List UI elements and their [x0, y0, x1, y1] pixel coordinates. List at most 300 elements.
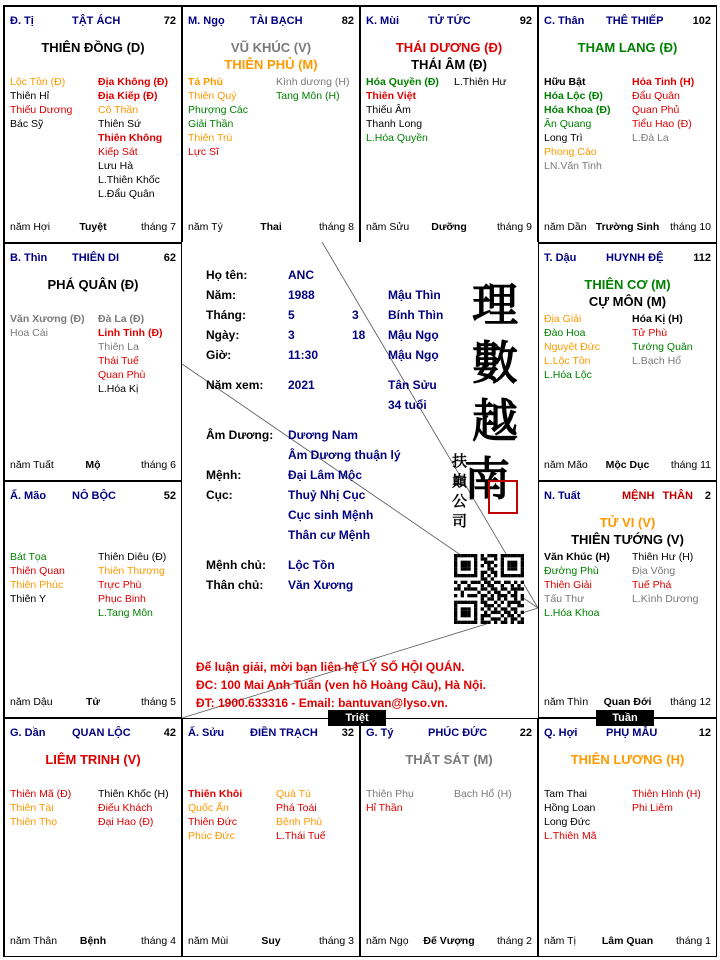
seal-character: 公 [452, 492, 468, 510]
palace-cell-ty[interactable] [4, 6, 182, 243]
minor-star: Địa Không (Đ) [98, 76, 168, 88]
minor-star: Phong Cáo [544, 146, 597, 158]
palace-cell-ngo[interactable] [182, 6, 360, 243]
minor-star-column-left [10, 312, 96, 340]
palace-footer [188, 935, 354, 948]
year-can-chi: Mậu Thìn [388, 288, 441, 302]
palace-life-phase: Lâm Quan [601, 935, 654, 947]
minor-star: Bác Sỹ [10, 118, 44, 130]
palace-cell-than[interactable] [538, 6, 717, 243]
view-year-label: Năm xem: [206, 378, 264, 392]
minor-star: Điếu Khách [98, 802, 153, 814]
minor-star-column-right [98, 312, 182, 396]
major-stars [361, 751, 537, 768]
palace-header [10, 727, 176, 741]
minor-star-column-right [98, 550, 182, 620]
cuc-label: Cục: [206, 488, 233, 502]
minor-star-column-left [544, 75, 630, 173]
palace-month: tháng 7 [140, 221, 176, 233]
palace-year: năm Ngọ [366, 935, 409, 947]
view-year-can-chi: Tân Sửu [388, 378, 437, 392]
palace-name: THIÊN DI [72, 252, 120, 264]
month-value: 5 [288, 308, 295, 322]
palace-footer [544, 459, 711, 472]
year-value: 1988 [288, 288, 315, 302]
palace-branch: Ấ. Sửu [188, 727, 225, 739]
than-chu-value: Văn Xương [288, 578, 354, 592]
minor-star: Linh Tinh (Đ) [98, 327, 163, 339]
palace-name: NÔ BỘC [72, 490, 116, 502]
palace-footer [366, 221, 532, 234]
minor-star: Thiên Không [98, 132, 163, 144]
minor-star: Tuế Phá [632, 579, 672, 591]
minor-star: Thiếu Dương [10, 104, 73, 116]
major-star: THÁI DƯƠNG (Đ) [395, 40, 503, 55]
palace-branch: Đ. Tị [10, 15, 34, 27]
palace-cell-mao[interactable] [4, 481, 182, 718]
minor-star-column-left [366, 75, 452, 145]
palace-header [10, 490, 176, 504]
minor-star: Bệnh Phù [276, 816, 323, 828]
minor-star: Lực Sĩ [188, 146, 219, 158]
menh-value: Đại Lâm Mộc [288, 468, 363, 482]
palace-cell-suu[interactable] [182, 718, 360, 957]
minor-star: L.Thiên Khốc [98, 174, 160, 186]
palace-cell-mui[interactable] [360, 6, 538, 243]
major-star: THIÊN PHỦ (M) [224, 57, 318, 72]
major-stars [361, 39, 537, 73]
palace-footer [366, 935, 532, 948]
minor-star: L.Hóa Kị [98, 383, 139, 395]
palace-life-phase: Quan Đới [603, 696, 652, 708]
palace-name: TỬ TỨC [428, 15, 471, 27]
palace-year: năm Tý [188, 221, 223, 233]
palace-name: TÀI BẠCH [250, 15, 303, 27]
palace-month: tháng 8 [318, 221, 354, 233]
minor-star: Phục Binh [98, 593, 146, 605]
month-can-chi: Bính Thìn [388, 308, 444, 322]
palace-year: năm Mùi [188, 935, 229, 947]
minor-star-column-right [276, 787, 360, 843]
major-star: TỬ VI (V) [599, 515, 656, 530]
minor-star: Quan Phù [98, 369, 146, 381]
minor-star: Địa Kiếp (Đ) [98, 90, 158, 102]
palace-life-phase: Thai [260, 221, 282, 233]
minor-star-column-right [454, 75, 538, 89]
minor-star: Hồng Loan [544, 802, 596, 814]
minor-star: Bạch Hổ (H) [454, 788, 512, 800]
hour-value: 11:30 [288, 348, 319, 362]
major-star: PHÁ QUÂN (Đ) [47, 277, 139, 292]
day-lunar: 18 [352, 328, 366, 342]
minor-star: Tam Thai [544, 788, 587, 800]
minor-star-column-right [276, 75, 360, 103]
palace-header [10, 15, 176, 29]
minor-star: Tiểu Hao (Đ) [632, 118, 692, 130]
palace-name: HUYNH ĐỆ [606, 252, 664, 264]
than-chu-label: Thân chủ: [206, 578, 264, 592]
palace-dai-han-number: 112 [693, 252, 711, 264]
minor-star: Thiên Khốc (H) [98, 788, 169, 800]
minor-star: Thiên Trù [188, 132, 233, 144]
palace-month: tháng 10 [670, 221, 711, 233]
minor-star: Thiên Thương [98, 565, 165, 577]
minor-star-column-left [544, 312, 630, 382]
palace-year: năm Dần [544, 221, 587, 233]
minor-star-column-left [544, 550, 630, 620]
minor-star: Thiên Thọ [10, 816, 58, 828]
minor-star: Tả Phù [188, 76, 224, 88]
major-star: VŨ KHÚC (V) [230, 40, 312, 55]
minor-star: Hỉ Thần [366, 802, 403, 814]
minor-star: Phi Liêm [632, 802, 673, 814]
palace-footer [188, 221, 354, 234]
minor-star: Văn Xương (Đ) [10, 313, 85, 325]
palace-cell-tuat[interactable] [538, 481, 717, 718]
palace-life-phase: Tử [85, 696, 101, 708]
major-stars [5, 39, 181, 56]
minor-star: Văn Khúc (H) [544, 551, 610, 563]
name-label: Họ tên: [206, 268, 248, 282]
minor-star-column-left [188, 75, 274, 159]
qr-code-icon[interactable] [454, 554, 524, 624]
minor-star: Thiên Hình (H) [632, 788, 701, 800]
palace-month: tháng 2 [496, 935, 532, 947]
minor-star: Hóa Khoa (Đ) [544, 104, 611, 116]
palace-header [544, 252, 711, 266]
palace-life-phase: Tuyệt [79, 221, 107, 233]
palace-header [188, 727, 354, 741]
palace-dai-han-number: 22 [519, 727, 532, 739]
minor-star: Quả Tú [276, 788, 311, 800]
major-star: THÁI ÂM (Đ) [411, 57, 487, 72]
minor-star-column-right [632, 550, 717, 606]
palace-branch: Q. Hợi [544, 727, 578, 739]
palace-month: tháng 5 [140, 696, 176, 708]
minor-star: Hữu Bật [544, 76, 586, 88]
palace-footer [544, 696, 711, 709]
palace-month: tháng 11 [670, 459, 711, 471]
minor-star-column-right [98, 787, 182, 829]
minor-star: Phúc Đức [188, 830, 235, 842]
minor-star: Đào Hoa [544, 327, 586, 339]
hour-can-chi: Mậu Ngọ [388, 348, 439, 362]
minor-star: Thiên Hỉ [10, 90, 50, 102]
minor-star: L.Hóa Quyền [366, 132, 428, 144]
contact-contact1: Để luận giải, mời bạn liên hệ LÝ SỐ HỘI QUÁN. [196, 660, 465, 674]
logo-character: 越 [472, 394, 518, 448]
seal-character: 扶 [452, 452, 468, 470]
minor-star: Lộc Tồn (Đ) [10, 76, 66, 88]
minor-star: Tướng Quân [632, 341, 693, 353]
minor-star: L.Hóa Khoa [544, 607, 600, 619]
minor-star: L.Đà La [632, 132, 669, 144]
palace-footer [544, 221, 711, 234]
palace-dai-han-number: 92 [519, 15, 532, 27]
menh-label: Mệnh: [206, 468, 242, 482]
palace-cell-dan[interactable] [4, 718, 182, 957]
palace-header [544, 490, 711, 504]
seal-character: 司 [452, 512, 468, 530]
palace-cell-ti[interactable] [360, 718, 538, 957]
palace-dai-han-number: 82 [341, 15, 354, 27]
minor-star: Thiên Khôi [188, 788, 243, 800]
palace-branch: G. Tý [366, 727, 394, 739]
palace-year: năm Mão [544, 459, 588, 471]
minor-star-column-left [366, 787, 452, 815]
minor-star: L.Bạch Hổ [632, 355, 682, 367]
palace-name: PHỤ MẪU [606, 727, 658, 739]
palace-dai-han-number: 2 [704, 490, 711, 502]
palace-dai-han-number: 12 [698, 727, 711, 739]
palace-footer [544, 935, 711, 948]
major-stars [539, 751, 716, 768]
contact-contact2: ĐC: 100 Mai Anh Tuấn (ven hồ Hoàng Cầu), Hà Nội. [196, 678, 487, 692]
minor-star: Địa Giải [544, 313, 582, 325]
minor-star: Cô Thần [98, 104, 139, 116]
major-stars [5, 276, 181, 293]
palace-branch: M. Ngọ [188, 15, 225, 27]
minor-star: Thiên Việt [366, 90, 416, 102]
major-star: THAM LANG (Đ) [577, 40, 678, 55]
minor-star: L.Hóa Lộc [544, 369, 592, 381]
minor-star: Thiên Đức [188, 816, 238, 828]
palace-month: tháng 9 [496, 221, 532, 233]
palace-name: MỆNH [622, 490, 655, 502]
palace-header [366, 727, 532, 741]
minor-star: Lưu Hà [98, 160, 134, 172]
palace-month: tháng 6 [140, 459, 176, 471]
palace-dai-han-number: 32 [341, 727, 354, 739]
minor-star: L.Tang Môn [98, 607, 153, 619]
palace-dai-han-number: 52 [163, 490, 176, 502]
minor-star: L.Lộc Tồn [544, 355, 591, 367]
palace-name: PHÚC ĐỨC [428, 727, 488, 739]
palace-life-phase: Trường Sinh [595, 221, 660, 233]
palace-cell-dau[interactable] [538, 243, 717, 481]
minor-star: Long Trì [544, 132, 583, 144]
palace-branch: N. Tuất [544, 490, 581, 502]
minor-star: Hoa Cái [10, 327, 48, 339]
palace-dai-han-number: 42 [163, 727, 176, 739]
palace-name: QUAN LỘC [72, 727, 131, 739]
day-can-chi: Mậu Ngọ [388, 328, 439, 342]
minor-star-column-left [544, 787, 630, 843]
logo-character: 理 [472, 278, 518, 332]
palace-footer [10, 221, 176, 234]
minor-star: Thiên Quan [10, 565, 65, 577]
palace-name: THÊ THIẾP [606, 15, 664, 27]
palace-year: năm Hợi [10, 221, 51, 233]
minor-star: Thái Tuế [98, 355, 139, 367]
minor-star: Ân Quang [544, 118, 592, 130]
minor-star: L.Đẩu Quân [98, 188, 155, 200]
major-stars [539, 39, 716, 56]
minor-star: Thiên Phúc [10, 579, 64, 591]
palace-life-phase: Đế Vượng [423, 935, 475, 947]
palace-branch: B. Thìn [10, 252, 48, 264]
astrology-chart-board [3, 5, 717, 957]
minor-star-column-right [632, 75, 717, 145]
minor-star: Thanh Long [366, 118, 423, 130]
seal-character: 巔 [452, 472, 468, 490]
minor-star: Đại Hao (Đ) [98, 816, 154, 828]
minor-star: Phá Toái [276, 802, 317, 814]
than-position: Thân cư Mệnh [288, 528, 371, 542]
minor-star: Thiên Hư (H) [632, 551, 694, 563]
minor-star: Thiên Tài [10, 802, 54, 814]
minor-star-column-right [98, 75, 182, 201]
palace-dai-han-number: 72 [163, 15, 176, 27]
minor-star: Hỏa Tinh (H) [632, 76, 695, 88]
minor-star: Tấu Thư [544, 593, 585, 605]
major-star: LIÊM TRINH (V) [45, 752, 141, 767]
am-duong-value: Dương Nam [288, 428, 358, 442]
palace-header [366, 15, 532, 29]
month-label: Tháng: [206, 308, 246, 322]
palace-life-phase: Mộc Dục [605, 459, 650, 471]
palace-year: năm Dậu [10, 696, 53, 708]
minor-star: Tử Phù [632, 327, 668, 339]
major-star: CỰ MÔN (M) [588, 294, 667, 309]
palace-branch: C. Thân [544, 15, 585, 27]
minor-star: Phượng Các [188, 104, 249, 116]
major-stars [183, 39, 359, 73]
palace-dai-han-number: 102 [692, 15, 711, 27]
contact-contact3: ĐT: 1900.633316 - Email: bantuvan@lyso.vn. [196, 696, 448, 710]
age-value: 34 tuổi [388, 398, 427, 412]
palace-year: năm Thìn [544, 696, 589, 708]
minor-star: Đẩu Quân [632, 90, 680, 102]
minor-star: Đường Phù [544, 565, 599, 577]
major-stars [5, 751, 181, 768]
minor-star: Long Đức [544, 816, 591, 828]
palace-month: tháng 12 [670, 696, 711, 708]
minor-star: Hóa Lộc (Đ) [544, 90, 603, 102]
minor-star: L.Thái Tuế [276, 830, 326, 842]
minor-star-column-right [454, 787, 538, 801]
palace-branch: T. Dậu [544, 252, 577, 264]
palace-life-phase: Suy [261, 935, 281, 947]
minor-star: LN.Văn Tinh [544, 160, 602, 172]
major-star: THIÊN LƯƠNG (H) [570, 752, 685, 767]
palace-year: năm Sửu [366, 221, 410, 233]
day-value: 3 [288, 328, 295, 342]
palace-name: TẬT ÁCH [72, 15, 121, 27]
palace-branch: Ấ. Mão [10, 490, 47, 502]
center-info-panel [182, 242, 538, 718]
minor-star-column-left [10, 75, 96, 131]
palace-year: năm Tị [544, 935, 576, 947]
red-stamp-icon [488, 480, 518, 514]
minor-star: Tang Môn (H) [276, 90, 340, 102]
palace-year: năm Tuất [10, 459, 54, 471]
palace-year: năm Thân [10, 935, 58, 947]
minor-star-column-right [632, 312, 717, 368]
minor-star: Nguyệt Đức [544, 341, 601, 353]
palace-footer [10, 459, 176, 472]
palace-life-phase: Mộ [85, 459, 101, 471]
menh-chu-label: Mệnh chủ: [206, 558, 266, 572]
major-star: THIÊN ĐỒNG (D) [41, 40, 145, 55]
minor-star: Thiên Quý [188, 90, 237, 102]
palace-branch: G. Dần [10, 727, 46, 739]
major-stars [539, 276, 716, 310]
minor-star: L.Thiên Mã [544, 830, 597, 842]
palace-header [544, 727, 711, 741]
palace-name: ĐIỀN TRẠCH [250, 727, 318, 739]
month-lunar: 3 [352, 308, 359, 322]
major-stars [539, 514, 716, 548]
minor-star: Trực Phù [98, 579, 142, 591]
day-label: Ngày: [206, 328, 240, 342]
palace-cell-hoi[interactable] [538, 718, 717, 957]
palace-header [10, 252, 176, 266]
minor-star: Thiên La [98, 341, 139, 353]
palace-header [188, 15, 354, 29]
minor-star-column-left [10, 787, 96, 829]
palace-header [544, 15, 711, 29]
minor-star: Thiên Mã (Đ) [10, 788, 72, 800]
minor-star: Giải Thần [188, 118, 234, 130]
palace-month: tháng 4 [140, 935, 176, 947]
palace-month: tháng 3 [318, 935, 354, 947]
minor-star: Thiếu Âm [366, 104, 411, 116]
minor-star: Hóa Kị (H) [632, 313, 683, 325]
hour-label: Giờ: [206, 348, 232, 362]
minor-star: Thiên Giải [544, 579, 592, 591]
minor-star: Thiên Sứ [98, 118, 142, 130]
minor-star-column-right [632, 787, 717, 815]
tuan-badge: Tuần [596, 710, 654, 726]
minor-star: Bát Tọa [10, 551, 47, 563]
minor-star: Kình dương (H) [276, 76, 350, 88]
minor-star: Quốc Ấn [188, 802, 229, 814]
am-duong-note: Âm Dương thuận lý [288, 448, 401, 462]
minor-star: Quan Phủ [632, 104, 680, 116]
logo-character: 數 [472, 336, 518, 390]
triet-badge: Triệt [328, 710, 386, 726]
minor-star: L.Thiên Hư [454, 76, 507, 88]
minor-star-column-left [10, 550, 96, 606]
palace-footer [10, 696, 176, 709]
minor-star: Địa Võng [632, 565, 676, 577]
than-tag: THÂN [662, 490, 693, 502]
palace-footer [10, 935, 176, 948]
palace-cell-thin[interactable] [4, 243, 182, 481]
year-label: Năm: [206, 288, 237, 302]
palace-dai-han-number: 62 [163, 252, 176, 264]
logo-character: 南 [464, 452, 510, 506]
major-star: THIÊN CƠ (M) [584, 277, 671, 292]
cuc-value: Thuỷ Nhị Cục [288, 488, 366, 502]
cuc-relation: Cục sinh Mệnh [288, 508, 374, 522]
am-duong-label: Âm Dương: [206, 428, 274, 442]
palace-life-phase: Dưỡng [431, 221, 467, 233]
minor-star: Hóa Quyền (Đ) [366, 76, 439, 88]
menh-chu-value: Lộc Tồn [288, 558, 335, 572]
minor-star: Kiếp Sát [98, 146, 138, 158]
minor-star: Thiên Diêu (Đ) [98, 551, 167, 563]
minor-star: Thiên Y [10, 593, 46, 605]
name-value: ANC [288, 268, 314, 282]
major-star: THẤT SÁT (M) [405, 752, 493, 767]
minor-star: Đà La (Đ) [98, 313, 145, 325]
palace-month: tháng 1 [675, 935, 711, 947]
palace-branch: K. Mùi [366, 15, 399, 27]
major-star: THIÊN TƯỚNG (V) [571, 532, 684, 547]
palace-life-phase: Bệnh [79, 935, 107, 947]
